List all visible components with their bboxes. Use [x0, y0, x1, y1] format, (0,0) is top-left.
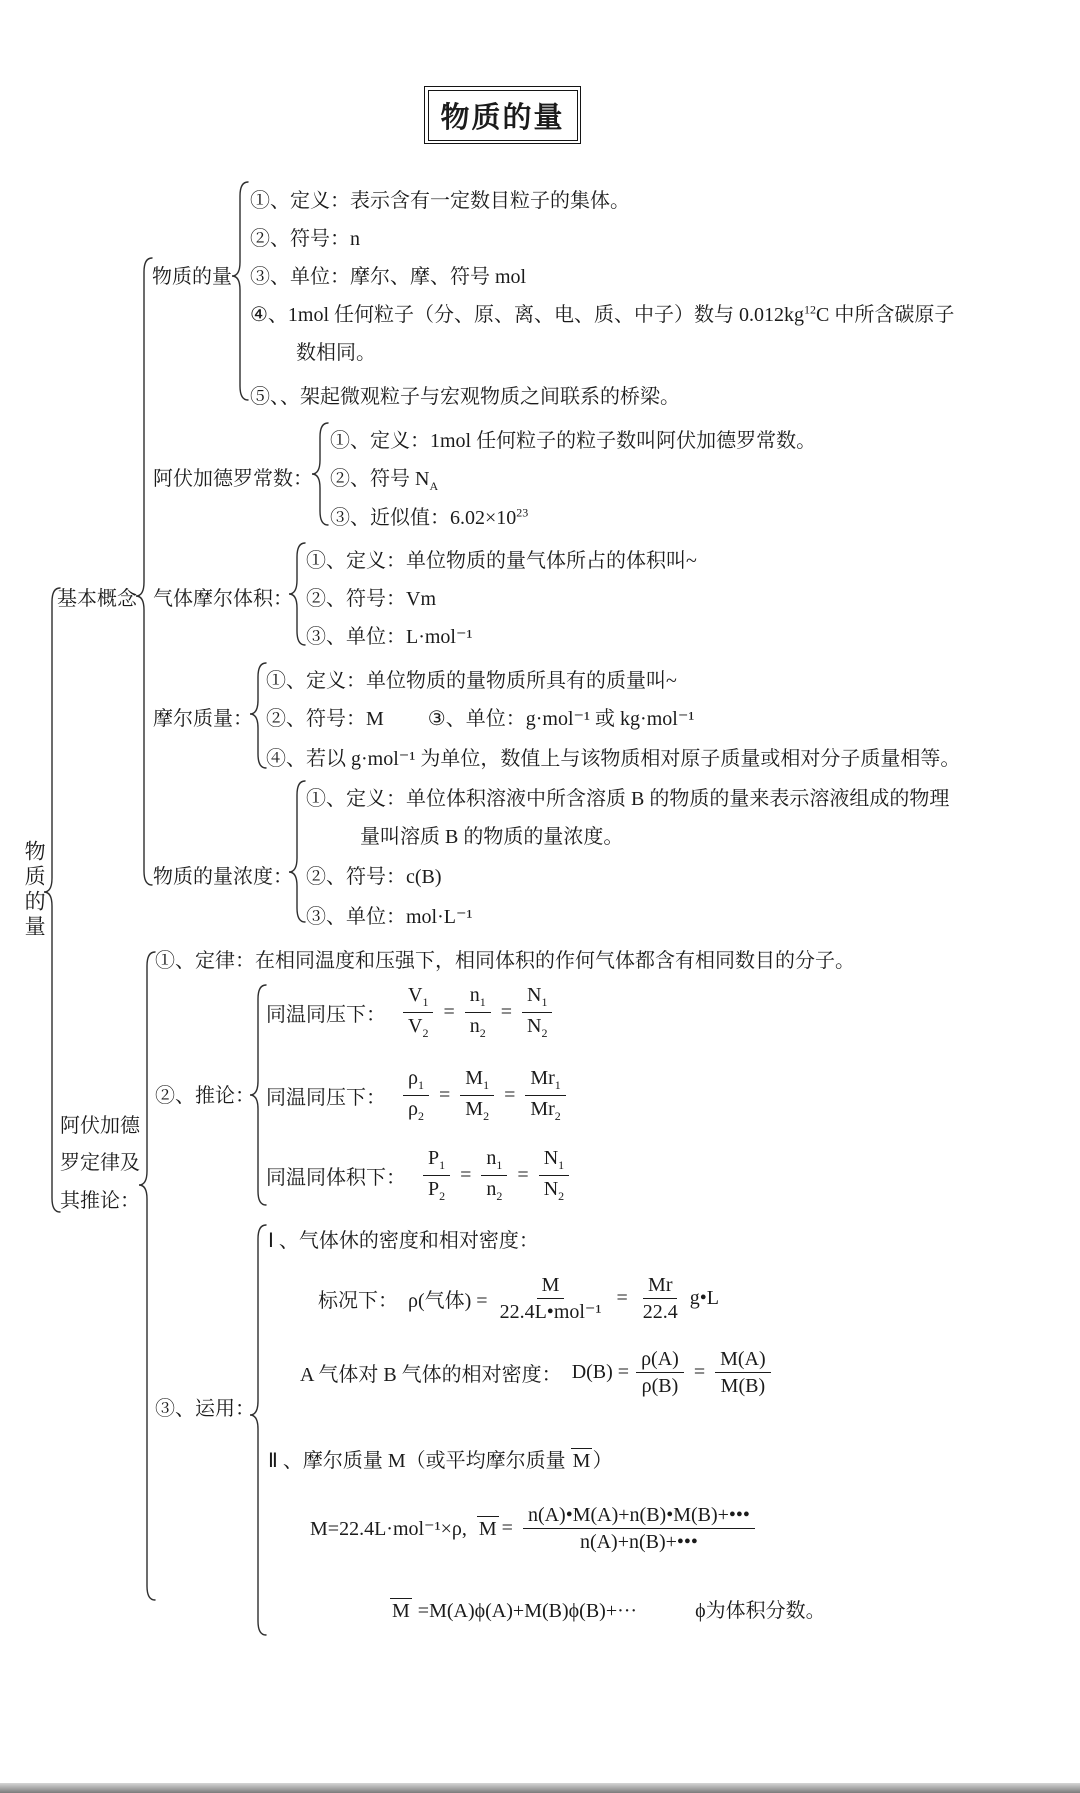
law-statement: ①、定律：在相同温度和压强下，相同体积的作何气体都含有相同数目的分子。: [155, 950, 855, 972]
volume-fraction-note: ϕ为体积分数。: [695, 1600, 826, 1622]
fraction-M-over-224: $\frac{M}{\text{22.4L•mol⁻¹}}$: [499, 1273, 602, 1323]
equals-sign: =: [443, 1000, 455, 1023]
fraction-n1-n2: $\frac{n_1}{n_2}$: [481, 1147, 507, 1202]
relative-density-formula: [300, 1332, 778, 1412]
m-bar: M: [392, 1600, 410, 1622]
node-molar-volume: 气体摩尔体积：: [153, 588, 293, 610]
fraction-Mr-over-224: $\frac{Mr}{22.4}$: [642, 1273, 678, 1323]
avogadro-const-symbol: ②、符号 $N_A$: [330, 468, 439, 493]
amount-item-definition: ①、定义：表示含有一定数目粒子的集体。: [250, 190, 630, 212]
fraction-M1-M2: $\frac{M_1}{M_2}$: [460, 1067, 494, 1122]
branch-avogadro-law-line1: 阿伏加德: [60, 1115, 140, 1137]
avg-molar-mass-formula-2: M =M(A)ϕ(A)+M(B)ϕ(B)+··· ϕ为体积分数。: [392, 1600, 826, 1622]
fraction-weighted-sum: $\frac{n(A)•M(A)+n(B)•M(B)+•••}{n(A)+n(B)+•••}$: [523, 1504, 755, 1553]
std-tail-unit: g•L: [689, 1286, 719, 1309]
equals-sign: =: [504, 1083, 516, 1106]
na-subscript: A: [429, 479, 439, 493]
root-node: 物质的量: [22, 840, 47, 940]
scan-bottom-edge: [0, 1783, 1080, 1793]
molar-volume-unit: ③、单位：L·mol⁻¹: [306, 626, 473, 648]
derivation-row-3: [266, 1135, 576, 1215]
brace-applications: [250, 1225, 266, 1635]
std-density-formula: [318, 1258, 719, 1338]
brace-law-section: [139, 952, 155, 1600]
fraction-MA-MB: $\frac{M(A)}{M(B)}$: [715, 1348, 771, 1397]
equals-sign: =: [517, 1163, 529, 1186]
derivation-row-3-label: 同温同体积下：: [266, 1166, 406, 1189]
brace-root: [44, 588, 60, 1212]
branch-basic-concepts: 基本概念: [57, 588, 137, 610]
molar-mass-unit: ③、单位：g·mol⁻¹ 或 kg·mol⁻¹: [427, 708, 695, 730]
equals-sign: =: [460, 1163, 472, 1186]
amount-item-mole-definition-cont: 数相同。: [296, 342, 376, 364]
molar-volume-definition: ①、定义：单位物质的量气体所占的体积叫~: [306, 550, 697, 572]
concentration-definition-cont: 量叫溶质 B 的物质的量浓度。: [360, 826, 624, 848]
node-molar-concentration: 物质的量浓度：: [153, 866, 293, 888]
molar-mass-symbol: ②、符号：M: [266, 708, 384, 730]
fraction-P1-P2: $\frac{P_1}{P_2}$: [423, 1147, 450, 1202]
e1-lhs: M=22.4L·mol⁻¹×ρ,: [310, 1517, 467, 1540]
amount-item-unit: ③、单位：摩尔、摩、符号 mol: [250, 266, 527, 288]
node-avogadro-constant: 阿伏加德罗常数：: [153, 468, 313, 490]
brace-avogadro-const: [312, 423, 328, 525]
branch-avogadro-law-line2: 罗定律及: [60, 1152, 140, 1174]
carbon-12-superscript: 12: [804, 302, 817, 317]
m-bar: M: [572, 1450, 591, 1472]
avogadro-const-value: ③、近似值：$6.02\times 10^{23}$: [330, 505, 529, 529]
std-label: 标况下：: [318, 1289, 398, 1312]
equals-sign: =: [500, 1000, 513, 1023]
fraction-N1-N2: $\frac{N_1}{N_2}$: [539, 1147, 569, 1202]
derivation-row-2-label: 同温同压下：: [266, 1086, 386, 1109]
molar-mass-numeric-note: ④、若以 g·mol⁻¹ 为单位，数值上与该物质相对原子质量或相对分子质量相等。: [266, 748, 961, 770]
derivation-row-2: [266, 1055, 573, 1135]
rel-lhs: D(B) =: [571, 1360, 630, 1383]
equals-sign: =: [501, 1516, 513, 1539]
fraction-n1-n2: $\frac{n_1}{n_2}$: [465, 984, 491, 1039]
amount-item-mole-definition: ④、1mol 任何粒子（分、原、离、电、质、中子）数与 $0.012kg^{12}C$ 中所含碳原子: [250, 302, 955, 326]
concentration-symbol: ②、符号：c(B): [306, 866, 442, 888]
density-heading: Ⅰ 、气体休的密度和相对密度：: [268, 1230, 539, 1252]
avg-molar-mass-formula-1: [310, 1488, 762, 1568]
molar-mass-definition: ①、定义：单位物质的量物质所具有的质量叫~: [266, 670, 677, 692]
molar-mass-symbol-unit: [266, 706, 694, 732]
derivation-row-1: [266, 972, 559, 1052]
fraction-Mr1-Mr2: $\frac{Mr_1}{Mr_2}$: [525, 1067, 565, 1122]
molar-volume-symbol: ②、符号：Vm: [306, 588, 436, 610]
apply-label: ③、运用：: [155, 1398, 255, 1420]
fraction-rhoA-rhoB: $\frac{\rho(A)}{\rho(B)}$: [636, 1348, 684, 1397]
node-amount-of-substance: 物质的量: [152, 266, 232, 288]
brace-basic-concepts: [136, 258, 152, 885]
concentration-unit: ③、单位：mol·L⁻¹: [306, 906, 473, 928]
fraction-rho1-rho2: $\frac{\rho_1}{\rho_2}$: [403, 1067, 429, 1122]
page-title-box: [424, 86, 581, 144]
fraction-v1-v2: $\frac{V_1}{V_2}$: [403, 984, 433, 1039]
std-lhs: ρ(气体) =: [408, 1289, 488, 1312]
fraction-N1-N2: $\frac{N_1}{N_2}$: [522, 984, 552, 1039]
derive-label: ②、推论：: [155, 1085, 255, 1107]
node-molar-mass: 摩尔质量：: [153, 708, 253, 730]
avogadro-const-definition: ①、定义：1mol 任何粒子的粒子数叫阿伏加德罗常数。: [330, 430, 817, 452]
m-bar: M: [478, 1518, 497, 1540]
page-title: 物质的量: [428, 90, 578, 141]
concentration-definition: ①、定义：单位体积溶液中所含溶质 B 的物质的量来表示溶液组成的物理: [306, 788, 950, 810]
amount-item-symbol: ②、符号：n: [250, 228, 360, 250]
equals-sign: =: [616, 1286, 628, 1309]
rel-label: A 气体对 B 气体的相对密度：: [300, 1363, 562, 1386]
avg-molar-mass-heading: Ⅱ 、摩尔质量 M（或平均摩尔质量 M ）: [268, 1450, 613, 1472]
brace-concentration: [289, 781, 305, 922]
equals-sign: =: [438, 1083, 451, 1106]
brace-amount: [232, 182, 248, 400]
branch-avogadro-law-line3: 其推论：: [60, 1190, 140, 1212]
derivation-row-1-label: 同温同压下：: [266, 1003, 386, 1026]
amount-item-bridge: ⑤、、架起微观粒子与宏观物质之间联系的桥梁。: [250, 386, 680, 408]
equals-sign: =: [693, 1360, 706, 1383]
exponent-23: 23: [516, 505, 529, 520]
